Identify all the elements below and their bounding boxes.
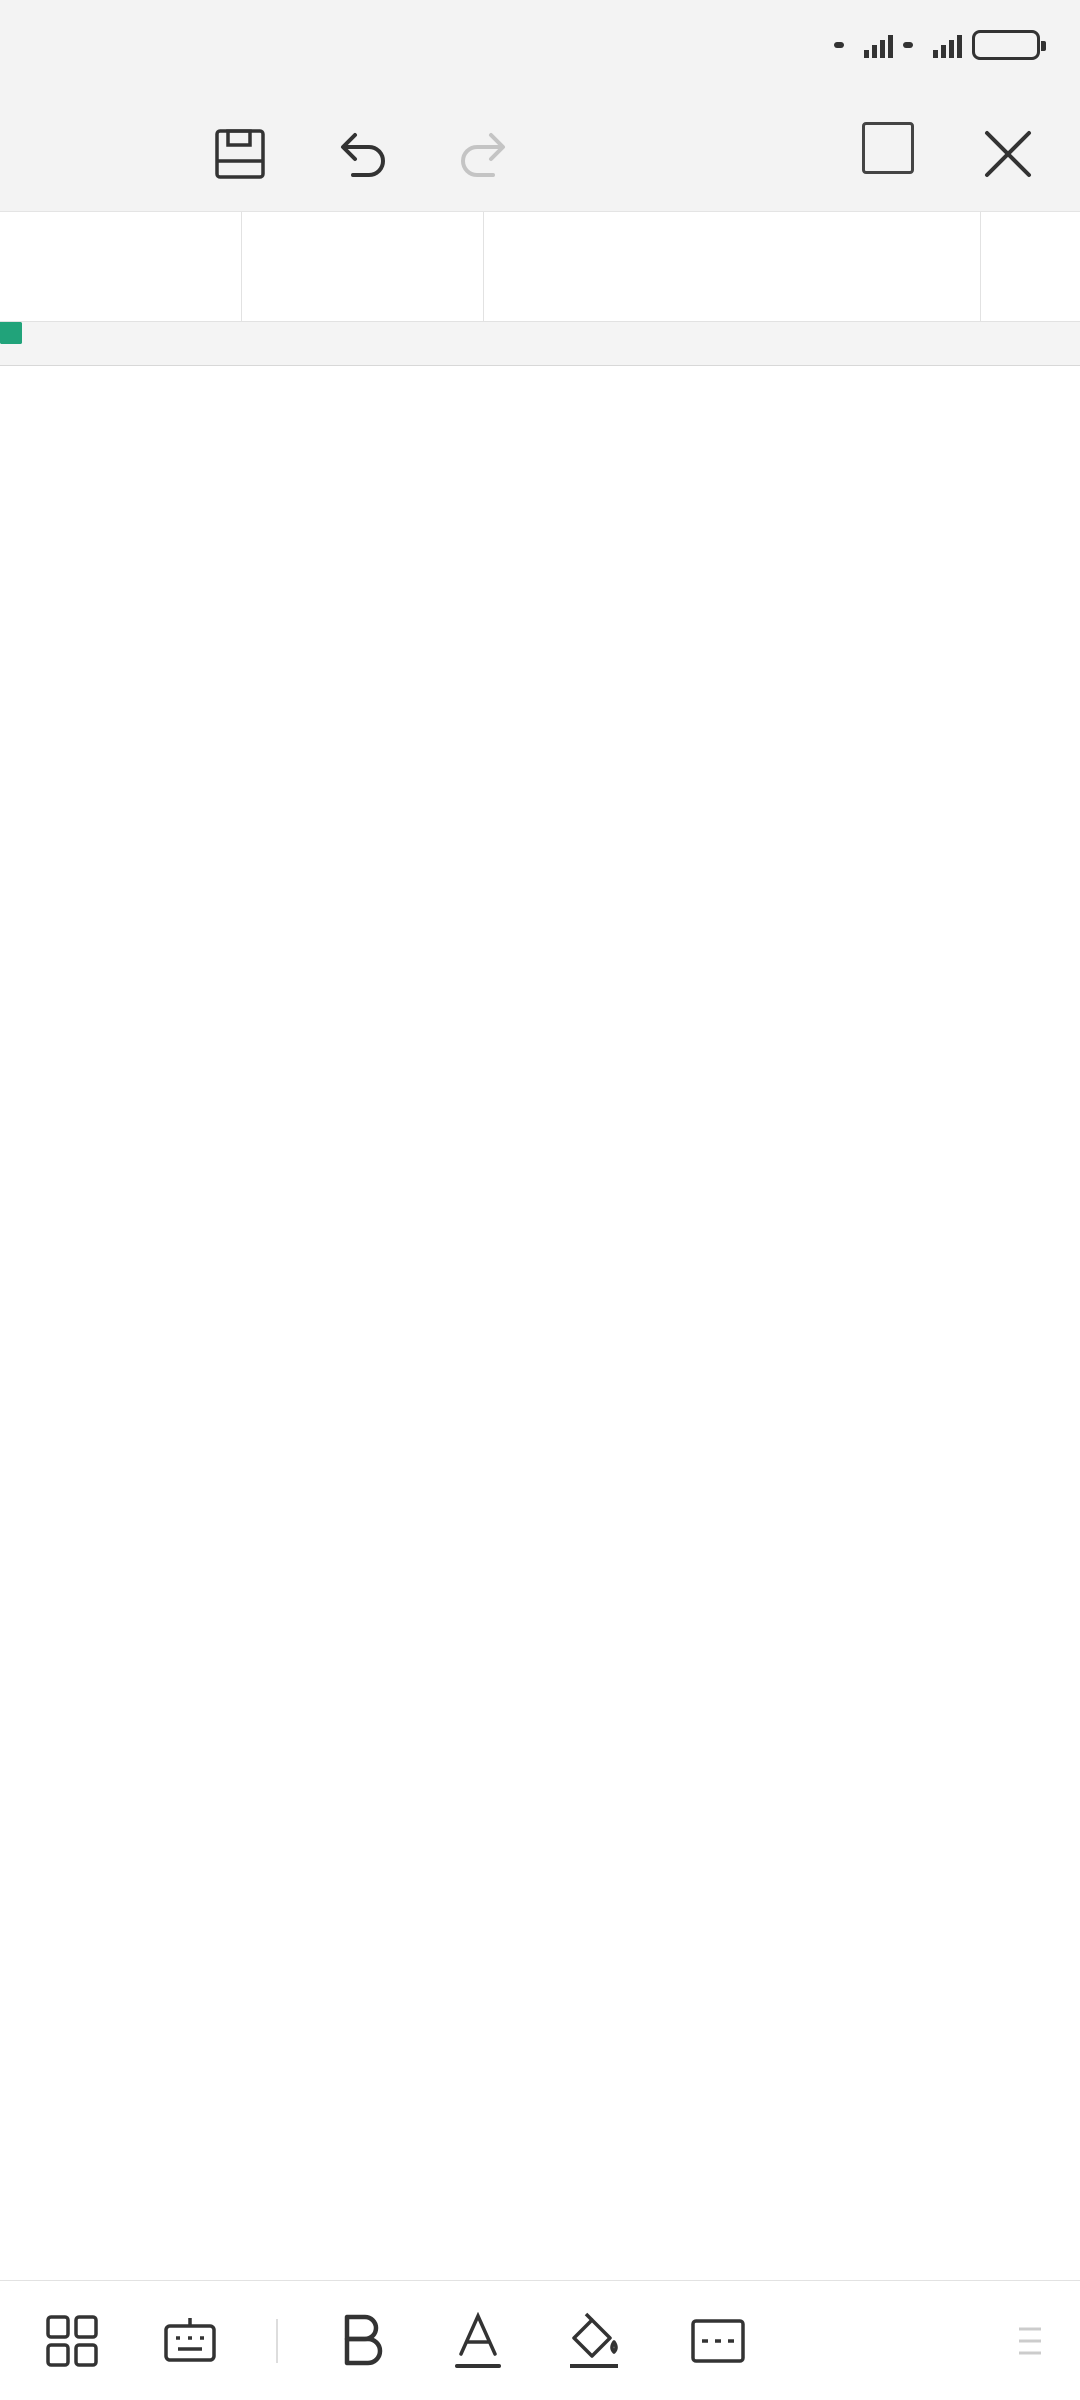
column-header-row — [0, 322, 1080, 366]
fill-color-icon[interactable] — [562, 2311, 626, 2371]
hd-badge — [834, 42, 844, 48]
battery-icon — [972, 30, 1040, 60]
scroll-indicator-icon[interactable] — [1010, 2311, 1050, 2371]
hd-badge — [903, 42, 913, 48]
undo-icon[interactable] — [330, 122, 394, 186]
spreadsheet-grid[interactable] — [0, 322, 1080, 2280]
redo-icon[interactable] — [452, 122, 516, 186]
save-icon[interactable] — [208, 122, 272, 186]
merge-cells-button[interactable] — [756, 2311, 956, 2371]
signal-icon — [864, 32, 893, 58]
status-icons — [834, 30, 1040, 60]
sheet-tab-bar — [0, 212, 1080, 322]
close-icon[interactable] — [976, 122, 1040, 186]
status-bar — [0, 0, 1080, 100]
tab-recipes[interactable] — [0, 212, 242, 322]
selection-handle-end[interactable] — [0, 322, 22, 344]
merge-cells-icon[interactable] — [688, 2311, 748, 2371]
toolbar-divider — [276, 2319, 278, 2363]
editor-toolbar — [0, 100, 1080, 212]
sheet-count-button[interactable] — [862, 122, 914, 174]
font-color-icon[interactable] — [446, 2311, 510, 2371]
grid-view-icon[interactable] — [40, 2311, 104, 2371]
tab-ingredients[interactable] — [242, 212, 484, 322]
bottom-toolbar — [0, 2280, 1080, 2400]
bold-icon[interactable] — [330, 2311, 394, 2371]
signal-icon — [933, 32, 962, 58]
keyboard-icon[interactable] — [158, 2311, 222, 2371]
more-icon[interactable] — [980, 212, 1080, 322]
